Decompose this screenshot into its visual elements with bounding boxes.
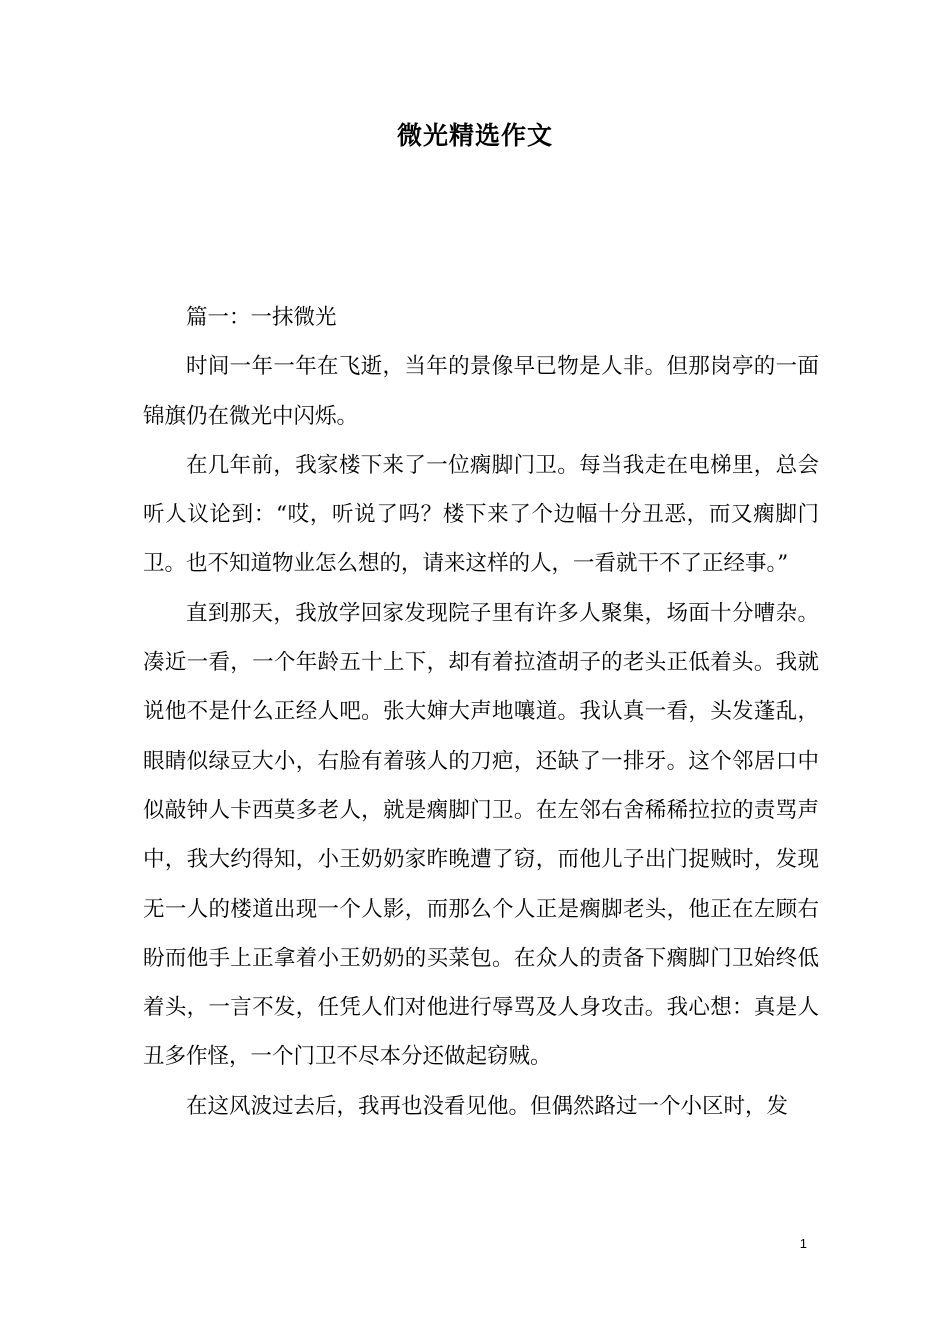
- page-number: 1: [799, 1236, 807, 1251]
- document-title: 微光精选作文: [396, 121, 553, 150]
- paragraph: 在这风波过去后，我再也没看见他。但偶然路过一个小区时，发: [186, 1093, 789, 1119]
- paragraph: 时间一年一年在飞逝，当年的景像早已物是人非。但那岗亭的一面锦旗仍在微光中闪烁。: [143, 354, 819, 429]
- paragraph: 直到那天，我放学回家发现院子里有许多人聚集，场面十分嘈杂。凑近一看，一个年龄五十上下，却有着拉渣胡子的老头正低着头。我就说他不是什么正经人吧。张大婶大声地嚷道。我认真一看，头发蓬乱，眼睛似绿豆大小，右脸有着骇人的刀疤，还缺了一排牙。这个邻居口中似敲钟人卡西莫多老人，就是瘸脚门卫。在左邻右舍稀稀拉拉的责骂声中，我大约得知，小王奶奶家昨晚遭了窃，而他儿子出门捉贼时，发现无一人的楼道出现一个人影，而那么个人正是瘸脚老头，他正在左顾右盼而他手上正拿着小王奶奶的买菜包。在众人的责备下瘸脚门卫始终低着头，一言不发，任凭人们对他进行辱骂及人身攻击。我心想：真是人丑多作怪，一个门卫不尽本分还做起窃贼。: [143, 600, 819, 1070]
- document-body: [143, 293, 819, 1131]
- section-heading: 篇一：一抹微光: [186, 305, 337, 330]
- paragraph: 在几年前，我家楼下来了一位瘸脚门卫。每当我走在电梯里，总会听人议论到：“哎，听说了吗？楼下来了个边幅十分丑恶，而又瘸脚门卫。也不知道物业怎么想的，请来这样的人，一看就干不了正经事。”: [143, 452, 819, 577]
